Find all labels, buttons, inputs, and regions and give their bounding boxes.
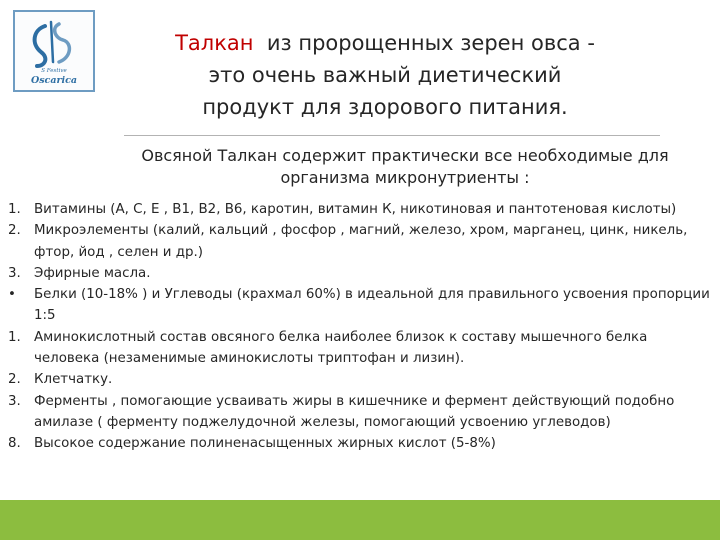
logo-small-text: S Festive bbox=[41, 68, 67, 74]
company-logo bbox=[13, 10, 95, 92]
title-divider bbox=[124, 135, 660, 136]
list-marker: 8. bbox=[8, 436, 21, 452]
list-item-text: Клетчатку. bbox=[34, 372, 113, 388]
list-marker: 2. bbox=[8, 223, 21, 239]
list-item-text: Микроэлементы (калий, кальций , фосфор , магний, железо, хром, марганец, цинк, никель, фтор, йод , селен и др.) bbox=[34, 223, 688, 260]
footer-bar bbox=[0, 500, 720, 540]
list-item bbox=[8, 199, 716, 220]
list-marker: 1. bbox=[8, 202, 21, 217]
list-bullet: • bbox=[8, 287, 16, 303]
list-item-text: Витамины (А, С, Е , В1, В2, В6, каротин, витамин К, никотиновая и пантотеновая кислоты) bbox=[34, 202, 677, 217]
title-line-1-rest: из пророщенных зерен овса - bbox=[253, 31, 595, 55]
title-line-1 bbox=[100, 27, 670, 59]
list-marker: 3. bbox=[8, 393, 21, 409]
list-marker: 3. bbox=[8, 265, 21, 281]
list-item-text: Высокое содержание полиненасыщенных жирных кислот (5-8%) bbox=[34, 436, 496, 452]
list-item-text: Ферменты , помогающие усваивать жиры в кишечнике и фермент действующий подобно амилазе ( ферменту поджелудочной железы, помогающий усвоению углеводов) bbox=[34, 393, 675, 430]
intro-line-1: Овсяной Талкан содержит практически все необходимые для bbox=[141, 146, 669, 165]
title-line-2: это очень важный диетический bbox=[208, 63, 562, 87]
title-highlight: Талкан bbox=[175, 31, 254, 55]
list-item-text: Белки (10-18% ) и Углеводы (крахмал 60%) в идеальной для правильного усвоения пропорции 1:5 bbox=[34, 287, 710, 324]
nutrients-list bbox=[8, 199, 716, 455]
title-line-3: продукт для здорового питания. bbox=[202, 95, 568, 119]
intro-text bbox=[120, 145, 690, 189]
list-item-text: Эфирные масла. bbox=[34, 265, 151, 281]
list-item bbox=[8, 327, 716, 370]
list-item bbox=[8, 263, 716, 284]
list-item bbox=[8, 391, 716, 434]
list-marker: 2. bbox=[8, 372, 21, 388]
list-item bbox=[8, 220, 716, 263]
list-item bbox=[8, 433, 716, 454]
page-title bbox=[100, 27, 670, 123]
list-marker: 1. bbox=[8, 329, 21, 345]
list-item bbox=[8, 284, 716, 327]
logo-brand-text: Oscarica bbox=[30, 75, 78, 86]
list-item bbox=[8, 369, 716, 390]
list-item-text: Аминокислотный состав овсяного белка наиболее близок к составу мышечного белка человека (незаменимые аминокислоты триптофан и лизин). bbox=[34, 329, 648, 367]
intro-line-2: организма микронутриенты : bbox=[280, 168, 530, 187]
